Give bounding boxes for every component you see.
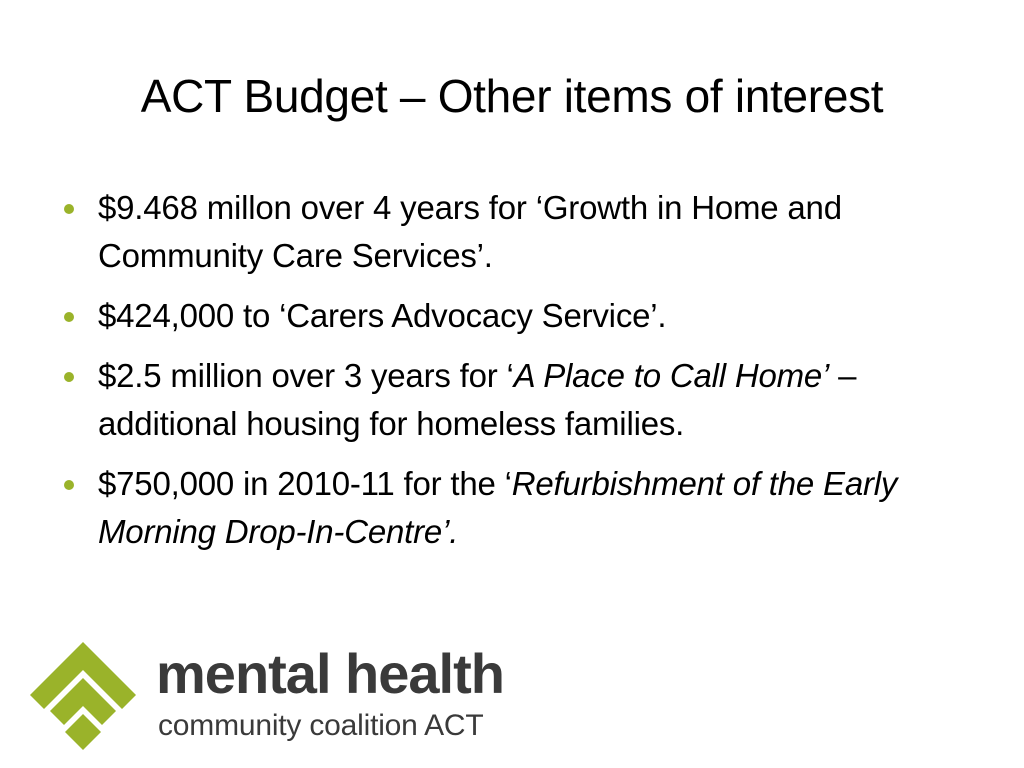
bullet-item [60,352,970,448]
bullet-dot-icon [64,312,74,322]
bullet-text: $9.468 millon over 4 years for ‘Growth in Home and Community Care Services’. [98,189,842,274]
bullet-text: – additional housing for homeless families. [98,357,857,442]
bullet-list [60,184,970,568]
bullet-text: $2.5 million over 3 years for ‘ [98,357,514,394]
bullet-text-italic: A Place to Call Home’ [513,357,830,394]
bullet-item [60,292,970,340]
bullet-dot-icon [64,204,74,214]
slide-title: ACT Budget – Other items of interest [140,70,884,122]
bullet-text: $750,000 in 2010-11 for the ‘ [98,465,512,502]
organization-logo [28,640,548,752]
diamond-chevron-icon [28,640,138,752]
logo-sub-text: community coalition ACT [158,709,484,742]
logo-main-text: mental health [156,642,504,705]
bullet-dot-icon [64,372,74,382]
bullet-text: $424,000 to ‘Carers Advocacy Service’. [98,297,667,334]
bullet-item [60,184,970,280]
bullet-dot-icon [64,480,74,490]
bullet-text-italic: Refurbishment of the Early Morning Drop-In-Centre’. [98,465,898,550]
bullet-item [60,460,970,556]
